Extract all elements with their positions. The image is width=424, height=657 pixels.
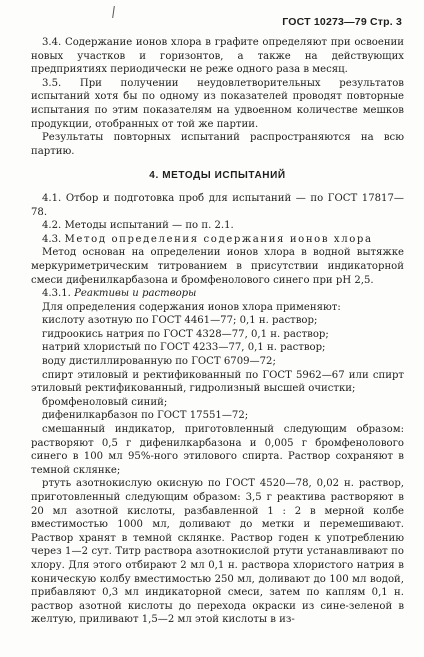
paragraph-4-2: 4.2. Методы испытаний — по п. 2.1.: [42, 220, 234, 232]
paragraph-4-3-1-heading: [31, 287, 404, 301]
paragraph-4-1: 4.1. Отбор и подготовка проб для испытаний — по ГОСТ 17817—78.: [31, 192, 404, 218]
reagent-item: гидроокись натрия по ГОСТ 4328—77, 0,1 н. раствор;: [42, 328, 329, 340]
paragraph-3-4: 3.4. Содержание ионов хлора в графите определяют при освоении новых участков и горизонтов, а также на действующих предприятиях периодически не реже одного раза в месяц.: [31, 37, 404, 76]
page-header: ГОСТ 10273—79 Стр. 3: [282, 16, 402, 28]
reagent-mixed-indicator: смешанный индикатор, приготовленный следующим образом: растворяют 0,5 г дифенилкарбазона и 0,005 г бромфенолового синего в 100 мл 95%-ного этилового спирта. Раствор сохраняют в темной склянке;: [31, 424, 404, 476]
reagent-item: натрий хлористый по ГОСТ 4233—77, 0,1 н. раствор;: [42, 342, 326, 354]
reagents-intro: Для определения содержания ионов хлора применяют:: [42, 301, 341, 313]
section-title: 4. МЕТОДЫ ИСПЫТАНИЙ: [149, 170, 286, 182]
paragraph-4-3-heading: [31, 233, 404, 247]
document-body: [31, 36, 404, 627]
pencil-mark: [112, 6, 115, 18]
paragraph-4-3-number: 4.3.: [42, 233, 62, 245]
paragraph-4-3-text: Метод основан на определении ионов хлора в водной вытяжке меркуриметрическим титрованием в присутствии индикаторной смеси дифенилкарбазона и бромфенолового синего при pH 2,5.: [31, 247, 404, 286]
paragraph-4-3-1-title: Реактивы и растворы: [74, 288, 197, 300]
reagent-item: воду дистиллированную по ГОСТ 6709—72;: [42, 356, 276, 368]
paragraph-4-3-title: Метод определения содержания ионов хлора: [64, 233, 373, 245]
paragraph-3-5: 3.5. При получении неудовлетворительных результатов испытаний хотя бы по одному из показателей проводят повторные испытания по этим показателям на удвоенном количестве мешков продукции, отобранных от той же партии.: [31, 77, 404, 130]
paragraph-4-3-1-number: 4.3.1.: [42, 288, 71, 300]
reagent-bromphenol: бромфеноловый синий;: [42, 396, 168, 408]
reagent-spirit: спирт этиловый и ректификованный по ГОСТ 5962—67 или спирт этиловый ректификованный, гидролизный высшей очистки;: [31, 369, 404, 395]
reagent-item: кислоту азотную по ГОСТ 4461—77; 0,1 н. раствор;: [42, 315, 318, 327]
reagent-mercury-nitrate: ртуть азотнокислую окисную по ГОСТ 4520—78, 0,02 н. раствор, приготовленный следующим образом: 3,5 г реактива растворяют в 20 мл азотной кислоты, разбавленной 1 : 2 в мерной колбе вместимостью 1000 мл, доливают до метки и перемешивают. Раствор хранят в темной склянке. Раствор годен к употреблению через 1—2 сут. Титр раствора азотнокислой ртути устанавливают по хлору. Для этого отбирают 2 мл 0,1 н. раствора хлористого натрия в коническую колбу вместимостью 250 мл, доливают до 100 мл водой, прибавляют 0,3 мл индикаторной смеси, затем по каплям 0,1 н. раствор азотной кислоты до перехода окраски из сине-зеленой в желтую, приливают 1,5—2 мл этой кислоты в из-: [31, 478, 404, 626]
paragraph-results: Результаты повторных испытаний распространяются на всю партию.: [31, 132, 404, 157]
reagent-diphenylcarbazone: дифенилкарбазон по ГОСТ 17551—72;: [42, 410, 249, 422]
